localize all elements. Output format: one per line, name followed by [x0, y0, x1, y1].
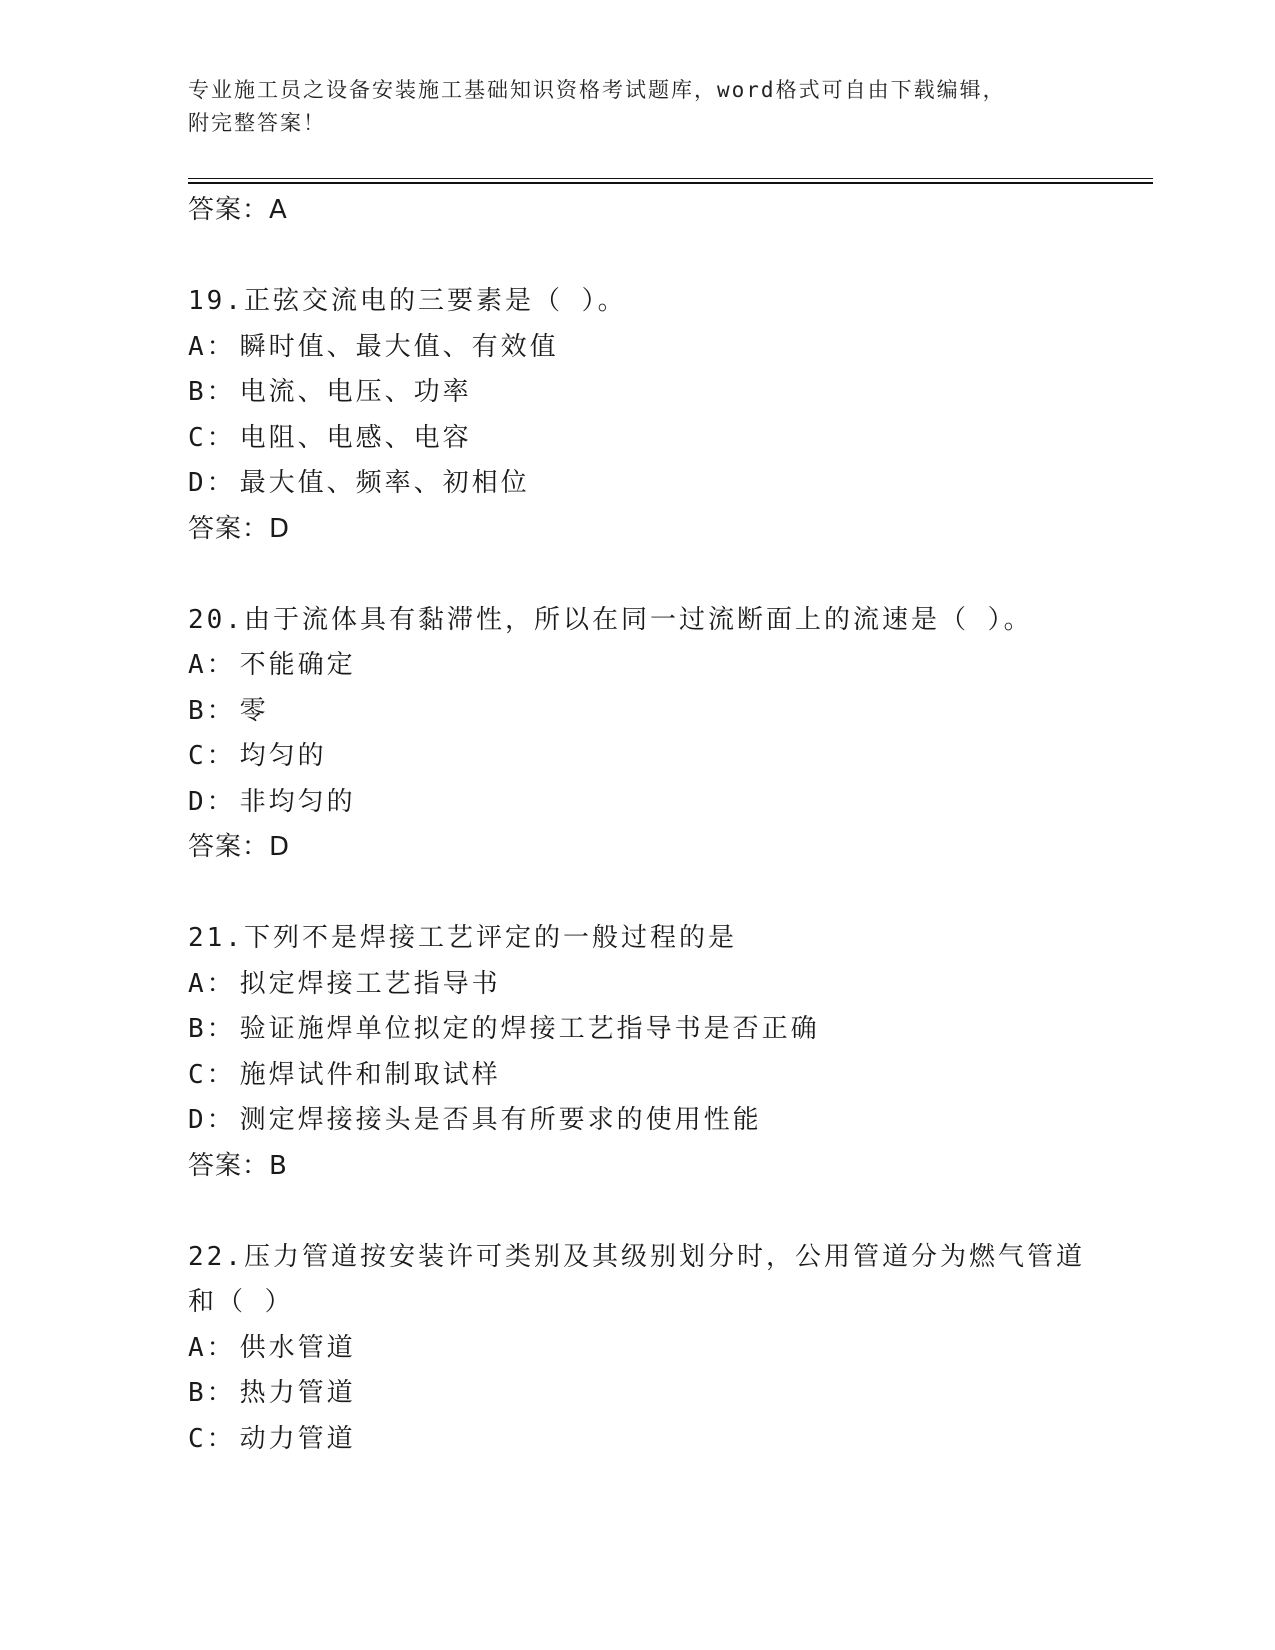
answer-line: 答案：D — [188, 832, 291, 862]
spacer — [188, 552, 1148, 598]
header-title-line-1: 专业施工员之设备安装施工基础知识资格考试题库，word格式可自由下载编辑， — [188, 78, 1006, 102]
answer-line: 答案：A — [188, 195, 288, 225]
option-letter: C： — [188, 422, 236, 453]
option-letter: D： — [188, 1105, 236, 1135]
option-c — [188, 1417, 1148, 1463]
spacer — [188, 871, 1148, 917]
header-divider-thick — [188, 182, 1153, 184]
option-text: 拟定焊接工艺指导书 — [239, 968, 501, 999]
option-letter: C： — [188, 741, 236, 771]
answer-line: 答案：B — [188, 1150, 288, 1181]
answer-line: 答案：D — [188, 513, 291, 544]
spacer — [188, 234, 1148, 280]
header-title-line-2: 附完整答案！ — [188, 111, 326, 135]
question-text: 20.由于流体具有黏滞性，所以在同一过流断面上的流速是（ ）。 — [188, 604, 1033, 635]
option-text: 动力管道 — [239, 1423, 356, 1454]
option-letter: B： — [188, 1014, 236, 1044]
option-text: 不能确定 — [239, 650, 356, 680]
option-letter: A： — [188, 650, 236, 680]
option-c — [188, 1053, 1148, 1099]
option-a — [188, 962, 1148, 1008]
option-d — [188, 1098, 1148, 1144]
option-a — [188, 1326, 1148, 1372]
question-text-continued: 和（ ） — [188, 1287, 294, 1317]
option-letter: B： — [188, 1378, 236, 1408]
question-block — [188, 598, 1148, 871]
option-a — [188, 325, 1148, 371]
option-a — [188, 643, 1148, 689]
option-text: 供水管道 — [239, 1332, 356, 1363]
option-b — [188, 1371, 1148, 1417]
question-block — [188, 1235, 1148, 1463]
option-d — [188, 461, 1148, 507]
option-text: 零 — [239, 695, 269, 726]
option-letter: B： — [188, 377, 236, 407]
option-text: 测定焊接接头是否具有所要求的使用性能 — [239, 1105, 762, 1135]
question-text: 19.正弦交流电的三要素是（ ）。 — [188, 286, 627, 316]
option-text: 施焊试件和制取试样 — [239, 1059, 501, 1090]
question-text: 21.下列不是焊接工艺评定的一般过程的是 — [188, 923, 737, 953]
page-header — [188, 74, 1088, 140]
option-letter: D： — [188, 468, 236, 498]
option-text: 瞬时值、最大值、有效值 — [239, 331, 559, 362]
spacer — [188, 1189, 1148, 1235]
option-d — [188, 780, 1148, 826]
option-b — [188, 370, 1148, 416]
option-c — [188, 734, 1148, 780]
header-divider-thin — [188, 178, 1153, 179]
question-text: 22.压力管道按安装许可类别及其级别划分时，公用管道分为燃气管道 — [188, 1241, 1085, 1272]
option-b — [188, 689, 1148, 735]
option-text: 电阻、电感、电容 — [239, 422, 472, 453]
option-text: 电流、电压、功率 — [239, 377, 472, 407]
option-letter: C： — [188, 1059, 236, 1090]
option-letter: A： — [188, 331, 236, 362]
question-block — [188, 916, 1148, 1189]
option-letter: A： — [188, 1332, 236, 1363]
option-letter: B： — [188, 695, 236, 726]
option-c — [188, 416, 1148, 462]
option-letter: A： — [188, 968, 236, 999]
option-text: 最大值、频率、初相位 — [239, 468, 530, 498]
option-letter: D： — [188, 786, 236, 817]
option-letter: C： — [188, 1423, 236, 1454]
option-b — [188, 1007, 1148, 1053]
option-text: 验证施焊单位拟定的焊接工艺指导书是否正确 — [239, 1014, 820, 1044]
option-text: 热力管道 — [239, 1378, 356, 1408]
question-list — [188, 188, 1148, 1462]
question-block — [188, 279, 1148, 552]
option-text: 非均匀的 — [239, 786, 356, 817]
option-text: 均匀的 — [239, 741, 327, 771]
